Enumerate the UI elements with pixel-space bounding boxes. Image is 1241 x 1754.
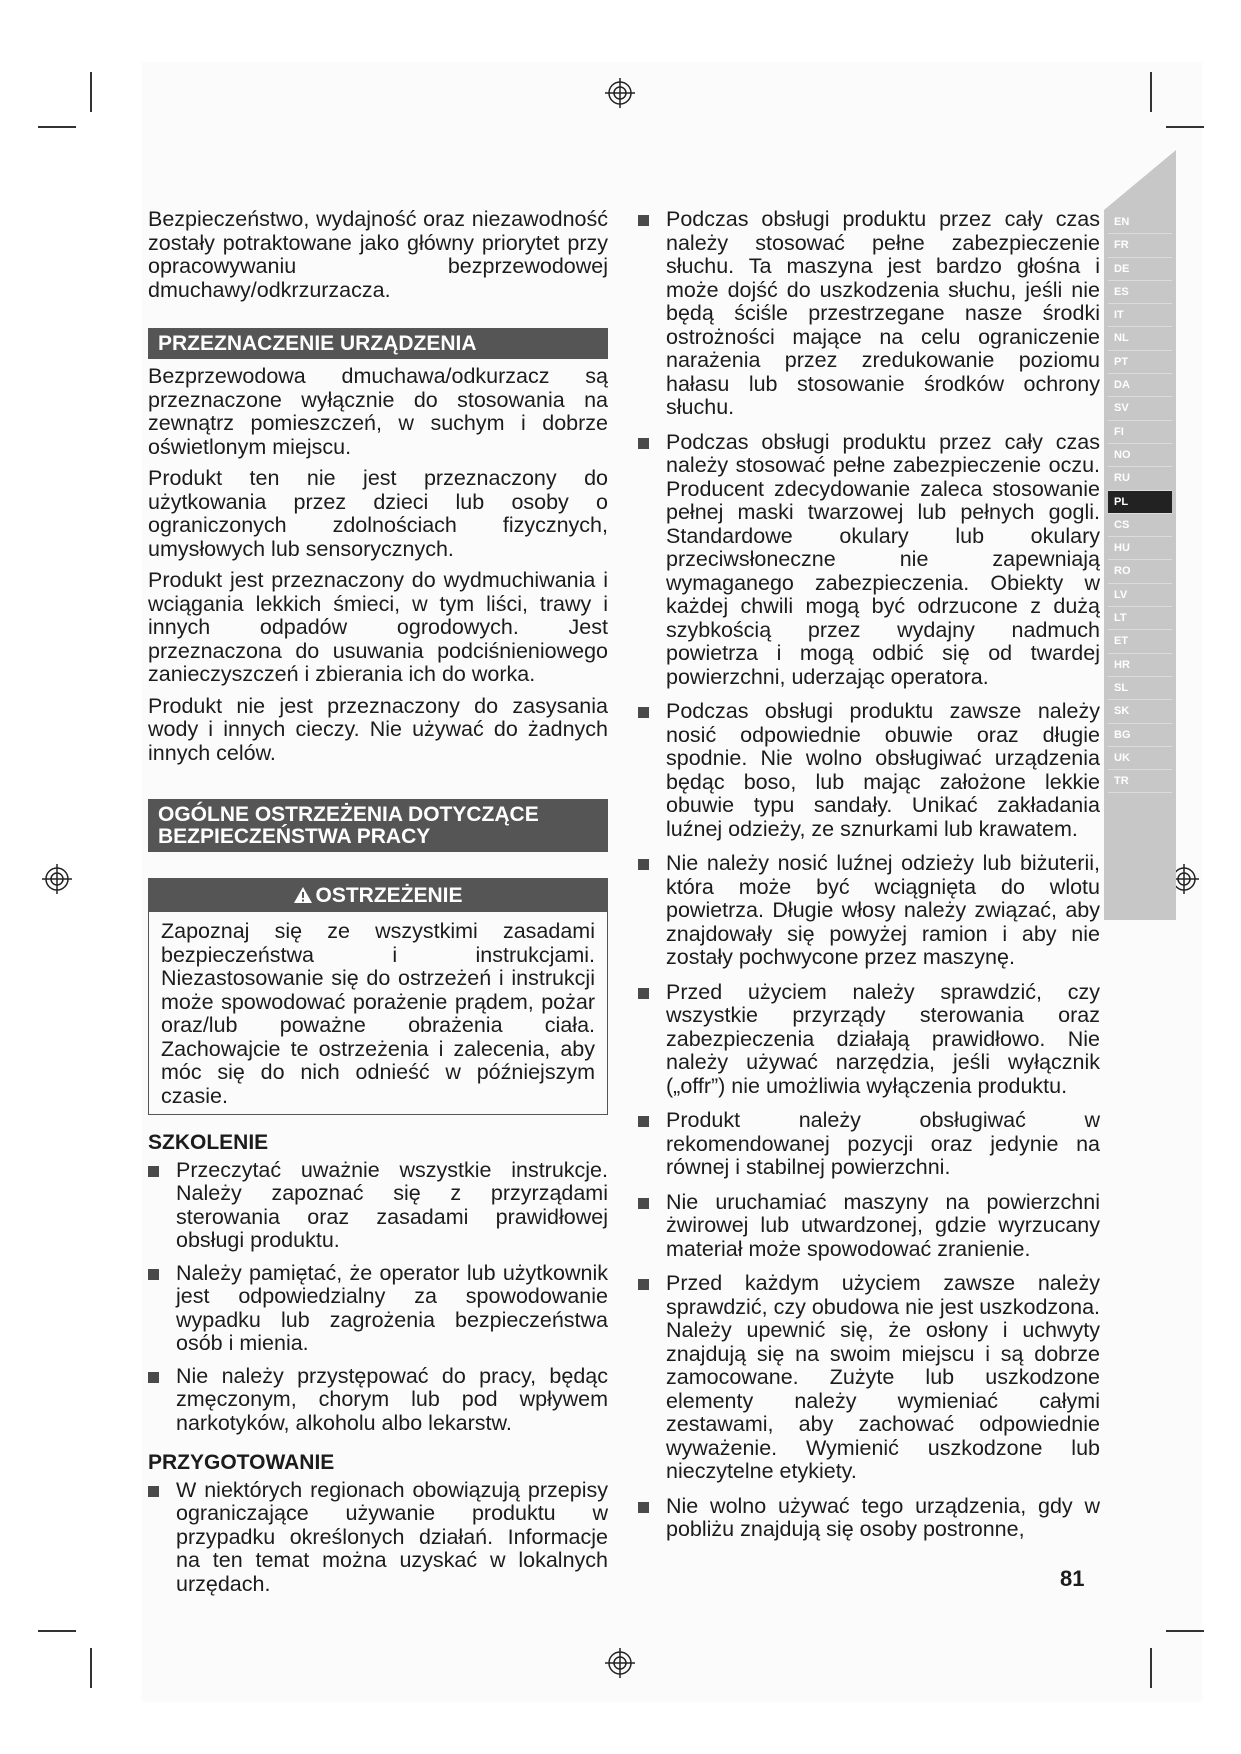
language-item[interactable]: EN [1108, 211, 1172, 234]
registration-mark-icon [605, 1648, 635, 1678]
paragraph: Produkt ten nie jest przeznaczony do użytkowania przez dzieci lub osoby o ograniczonych zdolnościach fizycznych, umysłowych lub sensorycznych. [148, 466, 608, 561]
list-item: Należy pamiętać, że operator lub użytkownik jest odpowiedzialny za spowodowanie wypadku lub zagrożenia bezpieczeństwa osób i mienia. [148, 1262, 608, 1356]
list-item: Nie uruchamiać maszyny na powierzchni żwirowej lub utwardzonej, gdzie wyrzucany materiał może spowodować zranienie. [638, 1191, 1100, 1262]
language-item[interactable]: IT [1108, 304, 1172, 327]
list-item: W niektórych regionach obowiązują przepisy ograniczające używanie produktu w przypadku określonych działań. Informacje na ten temat można uzyskać w lokalnych urzędach. [148, 1479, 608, 1597]
registration-mark-icon [605, 78, 635, 108]
language-item[interactable]: LT [1108, 607, 1172, 630]
list-item: Nie należy przystępować do pracy, będąc zmęczonym, chorym lub pod wpływem narkotyków, alkoholu albo lekarstw. [148, 1365, 608, 1436]
list-item: Przed każdym użyciem zawsze należy sprawdzić, czy obudowa nie jest uszkodzona. Należy upewnić się, że osłony i uchwyty znajdują się na swoim miejscu i są dobrze zamocowane. Zużyte lub uszkodzone elementy należy wymieniać całymi zestawami, aby zachować odpowiednie wyważenie. Wymienić uszkodzone lub nieczytelne etykiety. [638, 1272, 1100, 1484]
list-item: Podczas obsługi produktu przez cały czas należy stosować pełne zabezpieczenie oczu. Producent zdecydowanie zaleca stosowanie pełnej maski twarzowej lub pełnych gogli. Standardowe okulary lub okulary przeciwsłoneczne nie zapewniają wymaganego zabezpieczenia. Obiekty w każdej chwili mogą być odrzucone z dużą szybkością przez wydajny nadmuch powietrza i mogą odbić się od twardej powierzchni, uderzając operatora. [638, 431, 1100, 690]
language-item[interactable]: HU [1108, 537, 1172, 560]
warning-text: Zapoznaj się ze wszystkimi zasadami bezpieczeństwa i instrukcjami. Niezastosowanie się do ostrzeżeń i instrukcji może spowodować porażenie prądem, pożar oraz/lub poważne obrażenia ciała. Zachowajcie te ostrzeżenia i zalecenia, aby móc się do nich odnieść w późniejszym czasie. [161, 919, 595, 1108]
list-item: Podczas obsługi produktu przez cały czas należy stosować pełne zabezpieczenie słuchu. Ta maszyna jest bardzo głośna i może dojść do uszkodzenia słuchu, jeśli nie będą ściśle przestrzegane nasze środki ostrożności mające na celu ograniczenie narażenia przez zredukowanie poziomu hałasu lub stosowanie środków ochrony słuchu. [638, 208, 1100, 420]
section-heading-intended-use: PRZEZNACZENIE URZĄDZENIA [148, 328, 608, 359]
language-item[interactable]: HR [1108, 654, 1172, 677]
right-column [638, 208, 1100, 1553]
language-index [1108, 211, 1172, 793]
paragraph: Bezprzewodowa dmuchawa/odkurzacz są przeznaczone wyłącznie do stosowania na zewnątrz pomieszczeń, w suchym i dobrze oświetlonym miejscu. [148, 364, 608, 459]
list-item: Podczas obsługi produktu zawsze należy nosić odpowiednie obuwie oraz długie spodnie. Nie wolno obsługiwać urządzenia będąc boso, lub mając założone lekkie obuwie typu sandały. Unikać zakładania luźnej odzieży, ze sznurkami lub krawatem. [638, 700, 1100, 841]
language-item[interactable]: ES [1108, 281, 1172, 304]
section-heading-general-warnings: OGÓLNE OSTRZEŻENIA DOTYCZĄCE BEZPIECZEŃSTWA PRACY [148, 799, 608, 852]
page-number: 81 [1060, 1566, 1085, 1591]
subheading-preparation: PRZYGOTOWANIE [148, 1451, 335, 1474]
crop-mark [90, 72, 92, 112]
language-item[interactable]: RU [1108, 467, 1172, 490]
language-item[interactable]: SV [1108, 397, 1172, 420]
warning-header [149, 879, 607, 912]
crop-mark [38, 126, 76, 128]
language-item[interactable]: DA [1108, 374, 1172, 397]
crop-mark [1150, 1648, 1152, 1688]
language-item[interactable]: SL [1108, 677, 1172, 700]
language-item[interactable]: FR [1108, 234, 1172, 257]
language-item[interactable]: PT [1108, 351, 1172, 374]
crop-mark [90, 1648, 92, 1688]
language-item[interactable]: BG [1108, 724, 1172, 747]
list-item: Nie należy nosić luźnej odzieży lub biżuterii, która może być wciągnięta do wlotu powietrza. Długie włosy należy związać, aby znajdowały się powyżej ramion i aby nie zostały pochwycone przez maszynę. [638, 852, 1100, 970]
language-item[interactable]: TR [1108, 770, 1172, 793]
language-item[interactable]: RO [1108, 560, 1172, 583]
paragraph: Produkt nie jest przeznaczony do zasysania wody i innych cieczy. Nie używać do żadnych innych celów. [148, 693, 608, 765]
safety-list [638, 208, 1100, 1542]
language-item-active[interactable]: PL [1108, 491, 1172, 514]
subheading-training: SZKOLENIE [148, 1131, 269, 1154]
preparation-list [148, 1479, 608, 1597]
paragraph: Produkt jest przeznaczony do wydmuchiwania i wciągania lekkich śmieci, w tym liści, trawy i innych odpadów ogrodowych. Jest przeznaczona do usuwania podciśnieniowego zanieczyszczeń i zbierania ich do worka. [148, 568, 608, 686]
warning-title: OSTRZEŻENIE [315, 884, 463, 907]
language-item[interactable]: NL [1108, 327, 1172, 350]
list-item: Produkt należy obsługiwać w rekomendowanej pozycji oraz jedynie na równej i stabilnej powierzchni. [638, 1109, 1100, 1180]
list-item: Nie wolno używać tego urządzenia, gdy w pobliżu znajdują się osoby postronne, [638, 1495, 1100, 1542]
language-item[interactable]: UK [1108, 747, 1172, 770]
warning-triangle-icon [293, 886, 313, 904]
language-item[interactable]: LV [1108, 584, 1172, 607]
crop-mark [1166, 126, 1204, 128]
language-item[interactable]: FI [1108, 421, 1172, 444]
registration-mark-icon [42, 864, 72, 894]
language-item[interactable]: CS [1108, 514, 1172, 537]
warning-box [148, 878, 608, 1115]
crop-mark [1166, 1630, 1204, 1632]
list-item: Przed użyciem należy sprawdzić, czy wszystkie przyrządy sterowania oraz zabezpieczenia działają prawidłowo. Nie należy używać narzędzia, jeśli wyłącznik („offr”) nie umożliwia wyłączenia produktu. [638, 981, 1100, 1099]
language-item[interactable]: NO [1108, 444, 1172, 467]
intro-paragraph: Bezpieczeństwo, wydajność oraz niezawodność zostały potraktowane jako główny priorytet przy opracowywaniu bezprzewodowej dmuchawy/odkrzurzacza. [148, 207, 608, 302]
language-item[interactable]: SK [1108, 700, 1172, 723]
language-item[interactable]: DE [1108, 258, 1172, 281]
training-list [148, 1159, 608, 1436]
left-column [148, 208, 608, 1605]
crop-mark [1150, 72, 1152, 112]
list-item: Przeczytać uważnie wszystkie instrukcje. Należy zapoznać się z przyrządami sterowania oraz zasadami prawidłowej obsługi produktu. [148, 1159, 608, 1253]
language-item[interactable]: ET [1108, 630, 1172, 653]
crop-mark [38, 1630, 76, 1632]
